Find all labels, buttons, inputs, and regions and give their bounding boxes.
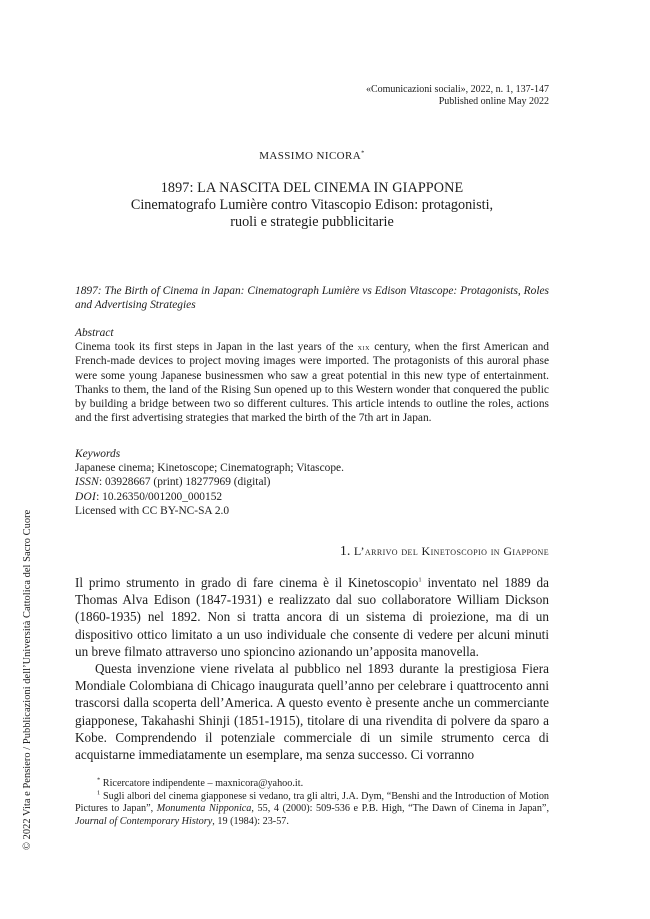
footnote-author-mark: * [97, 776, 101, 784]
paragraph-2: Questa invenzione viene rivelata al pubblico nel 1893 durante la prestigiosa Fiera Mondiale Colombiana di Chicago inaugurata quell’anno per celebrare i quattrocento anni trascorsi dalla scoperta dell’America. A questo evento è presente anche un commerciante giapponese, Takahashi Shinji (1851-1915), titolare di una rivendita di polvere da sparo a Kobe. Comprendendo il potenziale commerciale di un simile strumento cerca di acquistarne immediatamente un esemplare, ma senza successo. Ci vorranno [75, 661, 549, 763]
paragraph-1 [75, 574, 549, 660]
footnote-1-journal-1: Monumenta Nipponica [156, 803, 252, 815]
abstract-century: xix [357, 342, 371, 353]
footnote-1-text-b: , 55, 4 (2000): 509-536 e P.B. High, “The Dawn of Cinema in Japan”, [251, 803, 549, 815]
doi-line [75, 490, 549, 504]
footnote-1-journal-2: Journal of Contemporary History [75, 815, 213, 827]
keywords-heading: Keywords [75, 448, 121, 460]
abstract-text [75, 340, 549, 425]
author-footnote-mark: * [361, 149, 365, 157]
paragraph-1-start: Il primo strumento in grado di fare cinema è il Kinetoscopio [75, 575, 419, 590]
footnote-1-mark: 1 [97, 789, 101, 797]
keywords-list: Japanese cinema; Kinetoscope; Cinematograph; Vitascope. [75, 462, 344, 475]
citation-line: «Comunicazioni sociali», 2022, n. 1, 137-147 [365, 84, 549, 95]
abstract-text-part-1: Cinema took its first steps in Japan in the last years of the [75, 341, 358, 354]
footnote-author [75, 778, 549, 791]
article-subtitle-line-1: Cinematografo Lumière contro Vitascopio Edison: protagonisti, [130, 197, 494, 213]
footnote-ref-1: 1 [418, 576, 422, 584]
author-name [75, 150, 549, 162]
journal-citation [300, 84, 549, 108]
article-subtitle-line-2: ruoli e strategie pubblicitarie [230, 214, 394, 230]
footnotes [75, 778, 549, 828]
doi-label: DOI [75, 490, 97, 503]
section-number: 1. [339, 544, 351, 559]
author-text: MASSIMO NICORA [259, 150, 362, 162]
published-line: Published online May 2022 [438, 96, 549, 107]
footnote-1 [75, 791, 549, 829]
issn-line [75, 475, 549, 489]
doi-value: : 10.26350/001200_000152 [96, 490, 223, 503]
english-title: 1897: The Birth of Cinema in Japan: Cinematograph Lumière vs Edison Vitascope: Protagonists, Roles and Advertising Strategies [75, 285, 549, 312]
copyright-sidebar: © 2022 Vita e Pensiero / Pubblicazioni dell’Università Cattolica del Sacro Cuore [22, 509, 33, 850]
abstract-heading: Abstract [75, 327, 114, 339]
article-title-block [75, 180, 549, 231]
article-title: 1897: LA NASCITA DEL CINEMA IN GIAPPONE [160, 180, 464, 196]
abstract-section [75, 326, 549, 425]
paragraph-1-rest: inventato nel 1889 da Thomas Alva Edison (1847-1931) e realizzato dal suo collaboratore William Dickson (1860-1935) nel 1892. Non si tratta ancora di un sistema di proiezione, ma di un dispositivo ottico limitato a un uso individuale che consente di vedere per alcuni minuti un breve filmato attraverso uno spioncino azionando un’apposita manovella. [75, 575, 549, 659]
footnote-author-text: Ricercatore indipendente – maxnicora@yahoo.it. [102, 778, 304, 789]
body-text [75, 574, 549, 763]
footnote-1-text-c: , 19 (1984): 23-57. [212, 815, 289, 827]
license-line: Licensed with CC BY-NC-SA 2.0 [75, 504, 230, 517]
section-title: L’arrivo del Kinetoscopio in Giappone [353, 544, 549, 558]
issn-label: ISSN [75, 476, 99, 489]
section-heading [250, 544, 549, 560]
issn-value: : 03928667 (print) 18277969 (digital) [98, 476, 271, 489]
keywords-section [75, 447, 549, 518]
footnote-1-text-a: Sugli albori del cinema giapponese si vedano, tra gli altri, J.A. Dym, “Benshi and the Introduction of Motion Pictures to Japan”, [75, 790, 550, 815]
abstract-text-part-2: century, when the first American and French-made devices to project moving images were imported. The protagonists of this auroral phase were some young Japanese businessmen who saw a great potential in this new type of entertainment. Thanks to them, the land of the Rising Sun opened up to this Western wonder that conquered the public by building a bridge between two so different cultures. This article intends to outline the roles, actions and the first advertising strategies that marked the birth of the 7th art in Japan. [75, 341, 549, 425]
